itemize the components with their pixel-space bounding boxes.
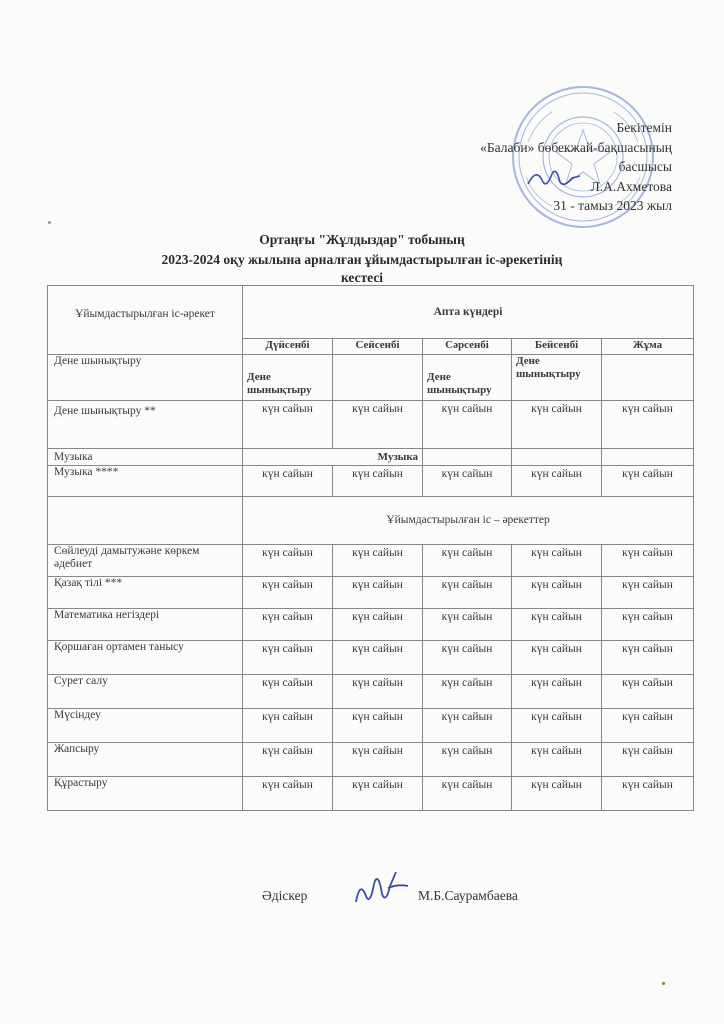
table-row: [48, 466, 694, 497]
schedule-cell: күн сайын: [423, 641, 512, 675]
methodist-signature: [352, 866, 412, 908]
subject-label: Қоршаған ортамен танысу: [48, 641, 243, 675]
day-thursday: Бейсенбі: [512, 339, 602, 355]
schedule-cell: күн сайын: [243, 641, 333, 675]
day-wednesday: Сәрсенбі: [423, 339, 512, 355]
schedule-cell: күн сайын: [333, 675, 423, 709]
table-row: [48, 641, 694, 675]
table-row: [48, 777, 694, 811]
schedule-cell: күн сайын: [423, 401, 512, 449]
schedule-cell: [333, 355, 423, 401]
header-activity: Ұйымдастырылған іс-әрекет: [48, 286, 243, 355]
schedule-cell: күн сайын: [512, 777, 602, 811]
director-signature: [524, 164, 584, 194]
schedule-cell: күн сайын: [423, 609, 512, 641]
schedule-cell: күн сайын: [423, 545, 512, 577]
schedule-cell: күн сайын: [243, 743, 333, 777]
subject-label: Қазақ тілі ***: [48, 577, 243, 609]
schedule-cell: күн сайын: [243, 466, 333, 497]
schedule-cell: күн сайын: [333, 545, 423, 577]
approval-heading: Бекітемін: [616, 120, 672, 135]
schedule-cell: күн сайын: [602, 466, 694, 497]
schedule-cell: күн сайын: [512, 709, 602, 743]
approval-position: басшысы: [618, 159, 672, 174]
schedule-cell: күн сайын: [602, 777, 694, 811]
schedule-cell: күн сайын: [243, 675, 333, 709]
schedule-cell: Музыка: [243, 449, 423, 466]
schedule-cell: күн сайын: [512, 675, 602, 709]
schedule-cell: күн сайын: [512, 641, 602, 675]
table-row: [48, 545, 694, 577]
schedule-cell: Дене шынықтыру: [423, 355, 512, 401]
document-title-line2: 2023-2024 оқу жылына арналған ұйымдастырылған іс-әрекетінің: [161, 252, 563, 267]
schedule-cell: күн сайын: [333, 609, 423, 641]
schedule-cell: күн сайын: [512, 577, 602, 609]
table-row: [48, 743, 694, 777]
subject-label: Математика негіздері: [48, 609, 243, 641]
subject-label: Музыка ****: [48, 466, 243, 497]
schedule-cell: күн сайын: [602, 743, 694, 777]
schedule-cell: күн сайын: [333, 709, 423, 743]
schedule-cell: күн сайын: [333, 641, 423, 675]
schedule-cell: күн сайын: [512, 401, 602, 449]
document-title-line3: кестесі: [340, 270, 384, 285]
schedule-cell: күн сайын: [243, 709, 333, 743]
schedule-cell: Дене шынықтыру: [243, 355, 333, 401]
subject-label: Музыка: [48, 449, 243, 466]
schedule-cell: Дене шынықтыру: [512, 355, 602, 401]
subject-label: Дене шынықтыру: [48, 355, 243, 401]
schedule-cell: күн сайын: [333, 743, 423, 777]
subject-label: Мүсіндеу: [48, 709, 243, 743]
schedule-cell: күн сайын: [512, 743, 602, 777]
table-row: [48, 449, 694, 466]
schedule-cell: күн сайын: [423, 777, 512, 811]
schedule-cell: күн сайын: [423, 466, 512, 497]
schedule-cell: күн сайын: [243, 609, 333, 641]
day-tuesday: Сейсенбі: [333, 339, 423, 355]
day-monday: Дүйсенбі: [243, 339, 333, 355]
approval-organization: «Балаби» бөбекжай-бақшасының: [480, 139, 672, 155]
table-row: [48, 355, 694, 401]
schedule-cell: күн сайын: [423, 675, 512, 709]
schedule-cell: күн сайын: [243, 401, 333, 449]
day-friday: Жұма: [602, 339, 694, 355]
schedule-cell: күн сайын: [243, 545, 333, 577]
schedule-cell: күн сайын: [243, 577, 333, 609]
schedule-cell: күн сайын: [512, 545, 602, 577]
table-row: [48, 577, 694, 609]
schedule-cell: күн сайын: [602, 545, 694, 577]
schedule-table: [47, 285, 694, 811]
table-row: [48, 401, 694, 449]
table-row: [48, 709, 694, 743]
schedule-cell: күн сайын: [602, 641, 694, 675]
approval-date: 31 - тамыз 2023 жыл: [553, 198, 672, 213]
schedule-cell: күн сайын: [512, 466, 602, 497]
approval-name: Л.А.Ахметова: [590, 178, 672, 194]
schedule-cell: күн сайын: [423, 577, 512, 609]
schedule-cell: күн сайын: [423, 743, 512, 777]
schedule-cell: күн сайын: [333, 401, 423, 449]
schedule-cell: күн сайын: [602, 609, 694, 641]
schedule-cell: күн сайын: [602, 577, 694, 609]
table-row: [48, 609, 694, 641]
header-week-days: Апта күндері: [243, 286, 694, 339]
table-header-row: [48, 286, 694, 339]
subject-label: Жапсыру: [48, 743, 243, 777]
schedule-cell: күн сайын: [602, 709, 694, 743]
schedule-cell: күн сайын: [333, 777, 423, 811]
subject-label: Сурет салу: [48, 675, 243, 709]
schedule-cell: күн сайын: [423, 709, 512, 743]
subject-label: Құрастыру: [48, 777, 243, 811]
document-title-line1: Ортаңғы "Жұлдыздар" тобының: [259, 232, 465, 247]
subject-label: Сөйлеуді дамытужәне көркем әдебиет: [48, 545, 243, 577]
approval-block: [372, 118, 672, 216]
table-row: [48, 675, 694, 709]
schedule-cell: күн сайын: [333, 466, 423, 497]
schedule-cell: күн сайын: [512, 609, 602, 641]
schedule-cell: [602, 355, 694, 401]
schedule-cell: күн сайын: [602, 675, 694, 709]
schedule-cell: күн сайын: [333, 577, 423, 609]
section-header: Ұйымдастырылған іс – әрекеттер: [243, 497, 694, 545]
schedule-cell: күн сайын: [243, 777, 333, 811]
subject-label: Дене шынықтыру **: [48, 401, 243, 449]
scan-speck: [48, 221, 51, 224]
footer-role: Әдіскер: [262, 888, 308, 903]
schedule-cell: күн сайын: [602, 401, 694, 449]
footer-name: М.Б.Саурамбаева: [418, 888, 518, 903]
section-row: [48, 497, 694, 545]
scan-speck: [662, 982, 665, 985]
